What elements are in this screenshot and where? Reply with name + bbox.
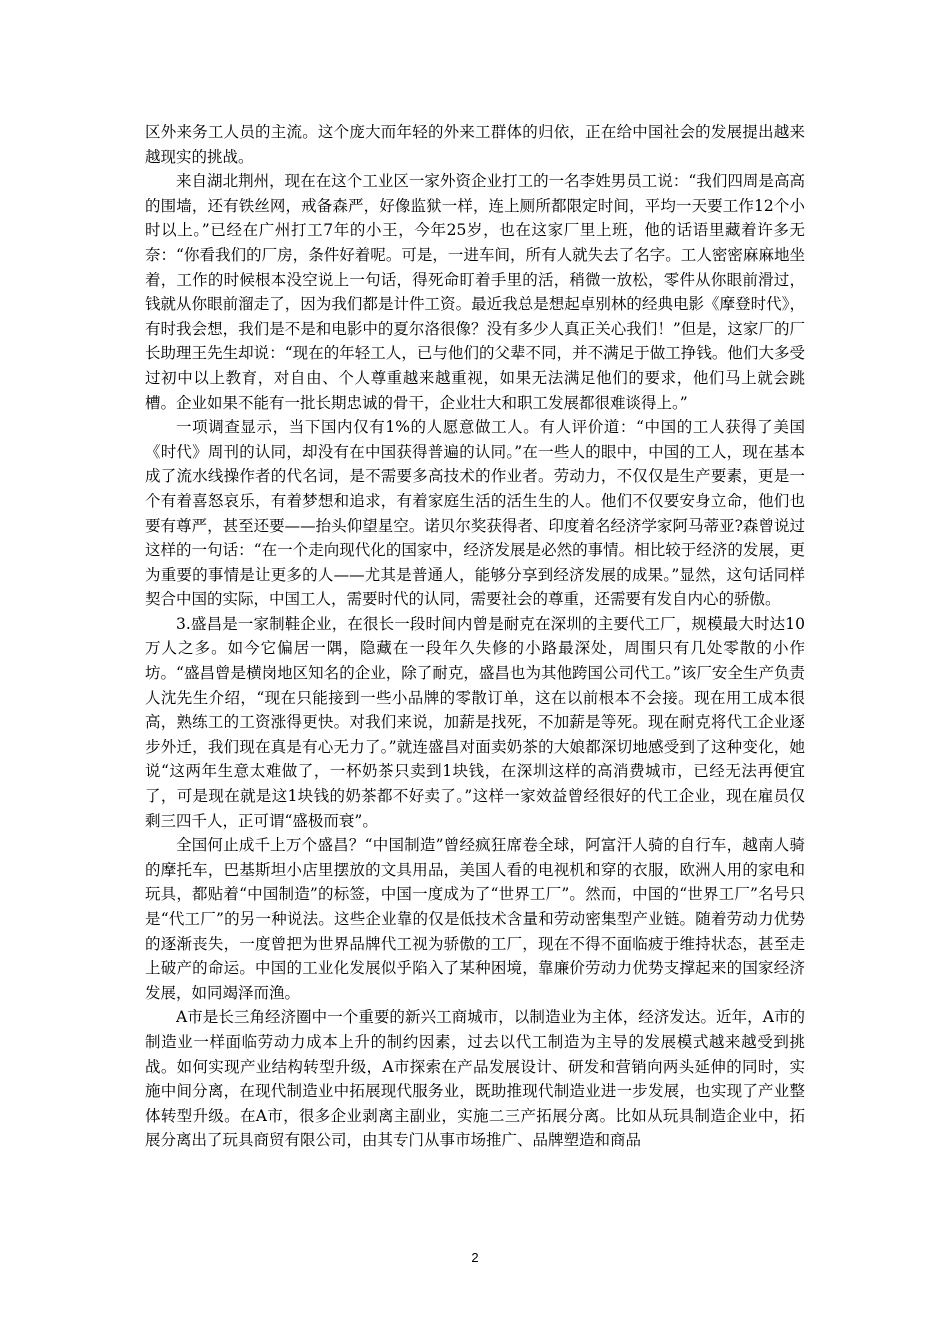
paragraph: 3.盛昌是一家制鞋企业，在很长一段时间内曾是耐克在深圳的主要代工厂，规模最大时达10万人之多。如今它偏居一隅，隐藏在一段年久失修的小路最深处，周围只有几处零散的小作坊。“盛昌曾是横岗地区知名的企业，除了耐克，盛昌也为其他跨国公司代工。”该厂安全生产负责人沈先生介绍，“现在只能接到一些小品牌的零散订单，这在以前根本不会接。现在用工成本很高，熟练工的工资涨得更快。对我们来说，加薪是找死，不加薪是等死。现在耐克将代工企业逐步外迁，我们现在真是有心无力了。”就连盛昌对面卖奶茶的大娘都深切地感受到了这种变化，她说“这两年生意太难做了，一杯奶茶只卖到1块钱，在深圳这样的高消费城市，已经无法再便宜了，可是现在就是这1块钱的奶茶都不好卖了。”这样一家效益曾经很好的代工企业，现在雇员仅剩三四千人，正可谓“盛极而衰”。 <box>145 614 805 830</box>
document-body <box>145 120 805 1153</box>
paragraph: A市是长三角经济圈中一个重要的新兴工商城市，以制造业为主体，经济发达。近年，A市的制造业一样面临劳动力成本上升的制约因素，过去以代工制造为主导的发展模式越来越受到挑战。如何实现产业结构转型升级，A市探索在产品发展设计、研发和营销向两头延伸的同时，实施中间分离，在现代制造业中拓展现代服务业，既助推现代制造业进一步发展，也实现了产业整体转型升级。在A市，很多企业剥离主副业，实施二三产拓展分离。比如从玩具制造企业中，拓展分离出了玩具商贸有限公司，由其专门从事市场推广、品牌塑造和商品 <box>145 1008 805 1150</box>
paragraph: 一项调查显示，当下国内仅有1%的人愿意做工人。有人评价道：“中国的工人获得了美国《时代》周刊的认同，却没有在中国获得普遍的认同。”在一些人的眼中，中国的工人，现在基本成了流水线操作者的代名词，是不需要多高技术的作业者。劳动力，不仅仅是生产要素，更是一个有着喜怒哀乐，有着梦想和追求，有着家庭生活的活生生的人。他们不仅要安身立命，他们也要有尊严，甚至还要——抬头仰望星空。诺贝尔奖获得者、印度着名经济学家阿马蒂亚?森曾说过这样的一句话：“在一个走向现代化的国家中，经济发展是必然的事情。相比较于经济的发展，更为重要的事情是让更多的人——尤其是普通人，能够分享到经济发展的成果。”显然，这句话同样契合中国的实际，中国工人，需要时代的认同，需要社会的尊重，还需要有发自内心的骄傲。 <box>145 418 805 609</box>
paragraph: 区外来务工人员的主流。这个庞大而年轻的外来工群体的归依，正在给中国社会的发展提出越来越现实的挑战。 <box>145 123 805 166</box>
paragraph: 全国何止成千上万个盛昌？“中国制造”曾经疯狂席卷全球，阿富汗人骑的自行车，越南人骑的摩托车，巴基斯坦小店里摆放的文具用品，美国人看的电视机和穿的衣服，欧洲人用的家电和玩具，都贴着“中国制造”的标签，中国一度成为了“世界工厂”。然而，中国的“世界工厂”名号只是“代工厂”的另一种说法。这些企业靠的仅是低技术含量和劳动密集型产业链。随着劳动力优势的逐渐丧失，一度曾把为世界品牌代工视为骄傲的工厂，现在不得不面临疲于维持状态，甚至走上破产的命运。中国的工业化发展似乎陷入了某种困境，靠廉价劳动力优势支撑起来的国家经济发展，如同竭泽而渔。 <box>145 836 805 1002</box>
paragraph: 来自湖北荆州，现在在这个工业区一家外资企业打工的一名李姓男员工说：“我们四周是高高的围墙，还有铁丝网，戒备森严，好像监狱一样，连上厕所都限定时间，平均一天要工作12个小时以上。”已经在广州打工7年的小王，今年25岁，也在这家厂里上班，他的话语里藏着许多无奈：“你看我们的厂房，条件好着呢。可是，一进车间，所有人就失去了名字。工人密密麻麻地坐着，工作的时候根本没空说上一句话，得死命盯着手里的活，稍微一放松，零件从你眼前滑过，钱就从你眼前溜走了，因为我们都是计件工资。最近我总是想起卓别林的经典电影《摩登时代》，有时我会想，我们是不是和电影中的夏尔洛很像？没有多少人真正关心我们！”但是，这家厂的厂长助理王先生却说：“现在的年轻工人，已与他们的父辈不同，并不满足于做工挣钱。他们大多受过初中以上教育，对自由、个人尊重越来越重视，如果无法满足他们的要求，他们马上就会跳槽。企业如果不能有一批长期忠诚的骨干，企业壮大和职工发展都很难谈得上。” <box>145 172 805 412</box>
page-number: 2 <box>471 1250 479 1265</box>
